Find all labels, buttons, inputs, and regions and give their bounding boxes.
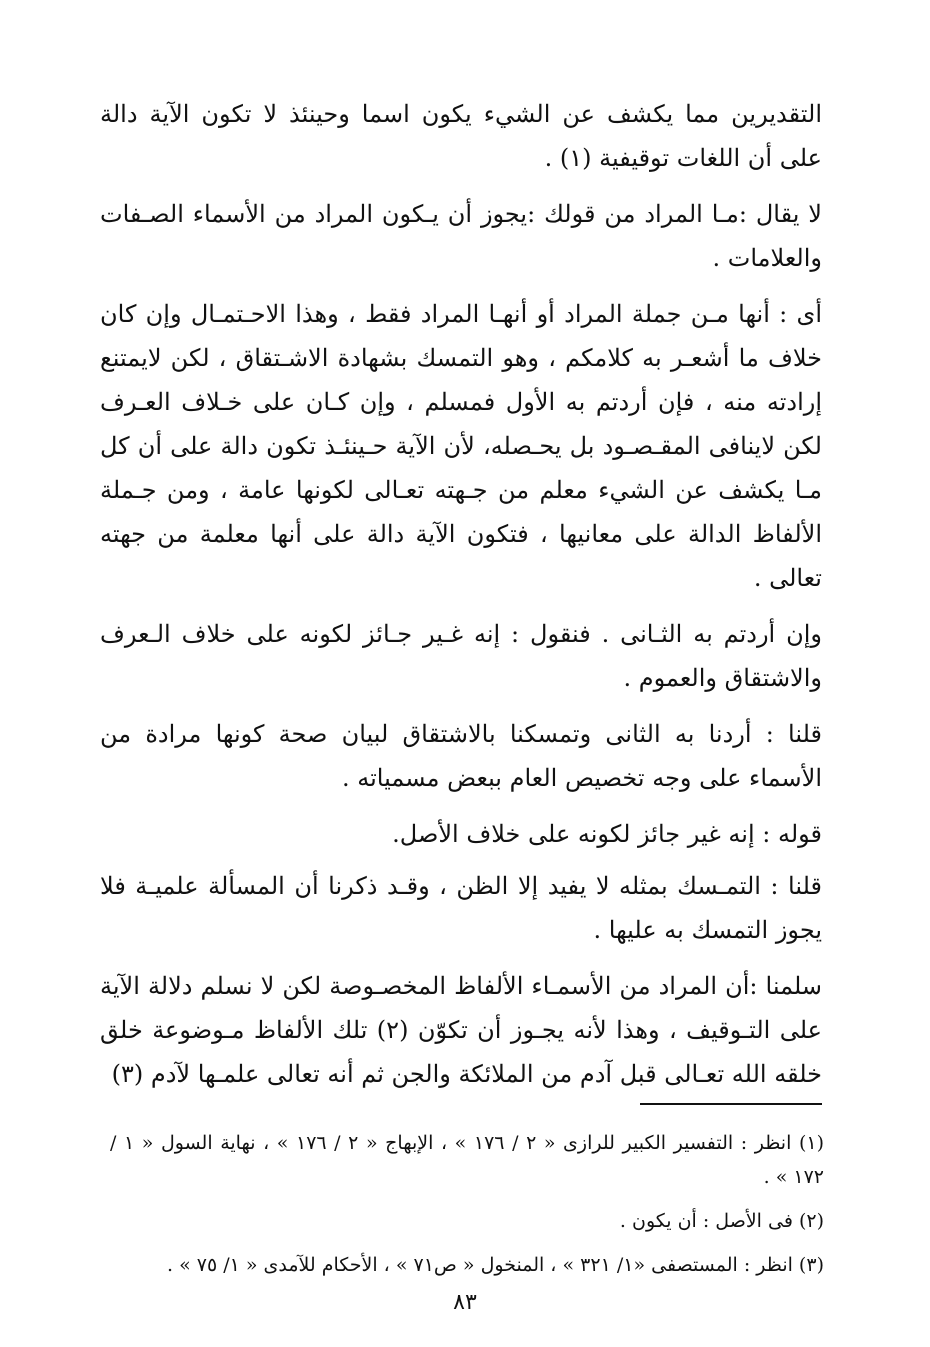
footnote-separator (640, 1103, 822, 1105)
paragraph: سلمنا :أن المراد من الأسمـاء الألفاظ المخصـوصة لكن لا نسلم دلالة الآية على التـوقيف ، وهذا لأنه يجـوز أن تكوّن (٢) تلك الألفاظ مـوضوعة خلق خلقه الله تعـالى قبل آدم من الملائكة والجن ثم أنه تعالى علمـها لآدم (٣) (100, 972, 823, 1088)
paragraph: أى : أنها مـن جملة المراد أو أنهـا المراد فقط ، وهذا الاحـتمـال وإن كان خلاف ما أشعـر به كلامكم ، وهو التمسك بشهادة الاشـتقاق ، لكن لايمتنع إرادته منه ، فإن أردتم به الأول فمسلم ، وإن كـان على خـلاف العـرف لكن لاينافى المقـصـود بل يحـصله، لأن الآية حـينئـذ تكون دالة على أن كل مـا يكشف عن الشيء معلم من جـهته تعـالى لكونها عامة ، ومن جـملة الألفاظ الدالة على معانيها ، فتكون الآية دالة على أنها معلمة من جهته تعالى . (100, 300, 822, 592)
page-number: ٨٣ (453, 1290, 477, 1315)
paragraph: قلنا : أردنا به الثانى وتمسكنا بالاشتقاق لبيان صحة كونها مرادة من الأسماء على وجه تخصيص العام ببعض مسمياته . (100, 720, 822, 792)
paragraph: قلنا : التمـسك بمثله لا يفيد إلا الظن ، وقـد ذكرنا أن المسألة علميـة فلا يجوز التمسك به عليها . (100, 872, 822, 944)
footnote: (٢) فى الأصل : أن يكون . (619, 1210, 824, 1232)
footnote: (٣) انظر : المستصفى «١/ ٣٢١ » ، المنخول « ص٧١ » ، الأحكام للآمدى « ١/ ٧٥ » . (166, 1254, 824, 1276)
footnote: (١) انظر : التفسير الكبير للرازى « ٢ / ١٧٦ » ، الإبهاج « ٢ / ١٧٦ » ، نهاية السول « ١ / ١٧٢ » . (110, 1132, 824, 1188)
paragraph: وإن أردتم به الثـانى . فنقول : إنه غـير جـائز لكونه على خلاف الـعرف والاشتقاق والعموم . (100, 620, 822, 692)
footnotes (110, 1126, 824, 1292)
main-text (100, 92, 822, 1108)
paragraph: التقديرين مما يكشف عن الشيء يكون اسما وحينئذ لا تكون الآية دالة على أن اللغات توقيفية (١) . (100, 100, 822, 172)
paragraph: قوله : إنه غير جائز لكونه على خلاف الأصل. (392, 820, 822, 848)
paragraph: لا يقال :مـا المراد من قولك :يجوز أن يـكون المراد من الأسماء الصـفات والعلامات . (100, 200, 822, 272)
